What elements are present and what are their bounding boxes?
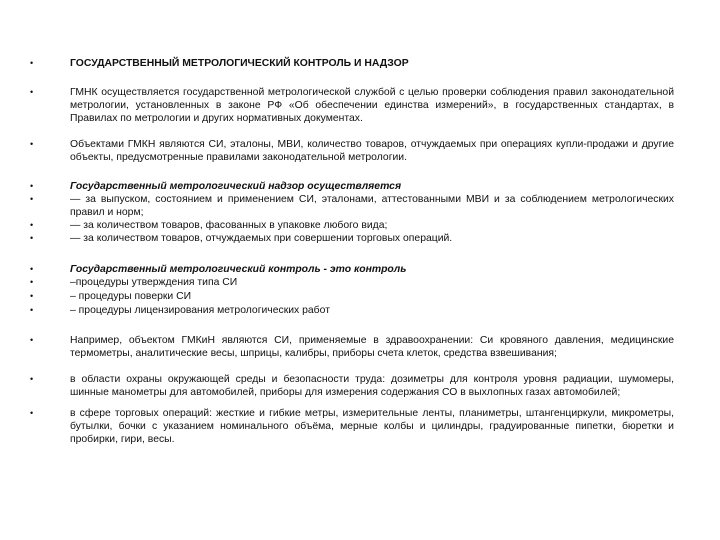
nadzor-item: — за количеством товаров, фасованных в упаковке любого вида; [70, 220, 388, 231]
kontrol-item: – процедуры лицензирования метрологических работ [70, 305, 330, 316]
page-title: ГОСУДАРСТВЕННЫЙ МЕТРОЛОГИЧЕСКИЙ КОНТРОЛЬ И НАДЗОР [70, 58, 409, 69]
gmnk-paragraph: ГМНК осуществляется государственной метрологической службой с целью проверки соблюдения правил законодательной метрологии, установленных в законе РФ «Об обеспечении единства измерений», в государственных стандартах, в Правилах по метрологии и других нормативных документах. [70, 87, 674, 124]
bullet: • [30, 264, 34, 274]
nadzor-heading: Государственный метрологический надзор осуществляется [70, 181, 402, 192]
example-paragraph: Например, объектом ГМКиН являются СИ, применяемые в здравоохранении: Си кровяного давления, медицинские термометры, аналитические весы, шприцы, калибры, приборы счета клеток, средства взвешивания; [70, 335, 674, 359]
nadzor-item: — за выпуском, состоянием и применением СИ, эталонами, аттестованными МВИ и за соблюдением метрологических правил и норм; [70, 194, 674, 218]
kontrol-item: –процедуры утверждения типа СИ [70, 277, 238, 288]
kontrol-heading: Государственный метрологический контроль - это контроль [70, 264, 407, 275]
bullet: • [30, 374, 34, 384]
bullet: • [30, 194, 34, 204]
bullet: • [30, 277, 34, 287]
nadzor-item: — за количеством товаров, отчуждаемых при совершении торговых операций. [70, 233, 453, 244]
bullet: • [30, 305, 34, 315]
bullet: • [30, 181, 34, 191]
bullet: • [30, 335, 34, 345]
objects-paragraph: Объектами ГМКН являются СИ, эталоны, МВИ, количество товаров, отчуждаемых при операциях купли-продажи и другие объекты, предусмотренные правилами законодательной метрологии. [70, 139, 674, 163]
bullet: • [30, 139, 34, 149]
kontrol-item: – процедуры поверки СИ [70, 291, 192, 302]
bullet: • [30, 291, 34, 301]
bullet: • [30, 87, 34, 97]
bullet: • [30, 58, 34, 68]
bullet: • [30, 233, 34, 243]
example-paragraph: в области охраны окружающей среды и безопасности труда: дозиметры для контроля уровня радиации, шумомеры, шинные манометры для автомобилей, приборы для измерения содержания СО в выхлопных газах автомобилей; [70, 374, 674, 398]
bullet: • [30, 220, 34, 230]
example-paragraph: в сфере торговых операций: жесткие и гибкие метры, измерительные ленты, планиметры, штангенциркули, микрометры, бутылки, бочки с указанием номинального объёма, мерные колбы и цилиндры, градуированные пипетки, бюретки и пробирки, гири, весы. [70, 408, 674, 445]
bullet: • [30, 408, 34, 418]
